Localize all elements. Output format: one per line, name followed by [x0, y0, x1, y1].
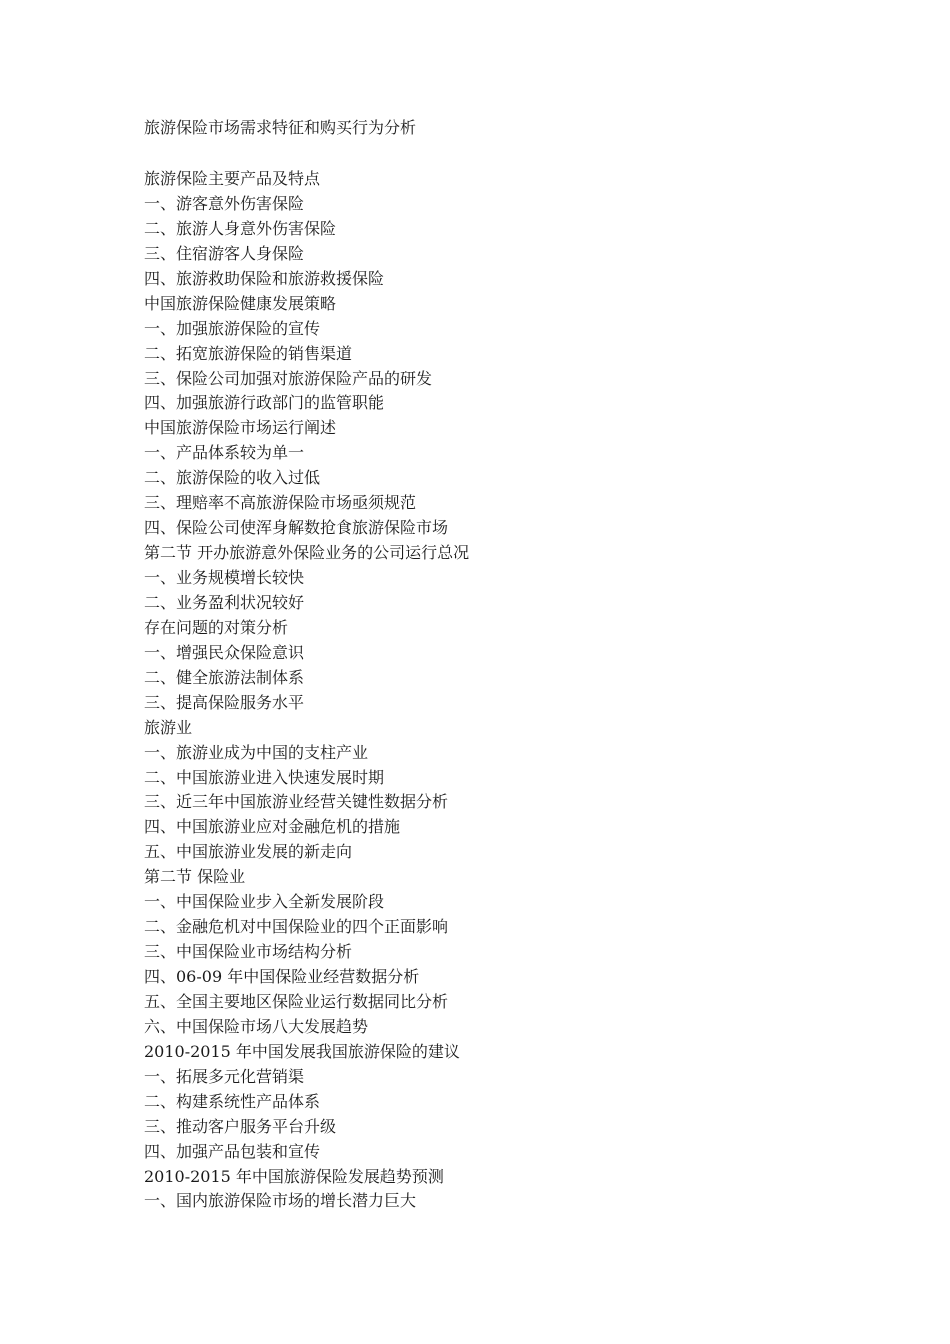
outline-line: 中国旅游保险健康发展策略 — [144, 293, 337, 313]
outline-line: 旅游保险主要产品及特点 — [144, 169, 321, 188]
document-title: 旅游保险市场需求特征和购买行为分析 — [144, 118, 417, 137]
outline-line: 三、中国保险业市场结构分析 — [144, 942, 353, 962]
outline-line: 一、旅游业成为中国的支柱产业 — [144, 742, 369, 762]
outline-list — [144, 167, 469, 1214]
outline-line: 一、加强旅游保险的宣传 — [144, 318, 321, 338]
outline-line: 第二节 开办旅游意外保险业务的公司运行总况 — [144, 543, 470, 563]
outline-line: 四、中国旅游业应对金融危机的措施 — [144, 817, 401, 837]
outline-line: 四、保险公司使浑身解数抢食旅游保险市场 — [144, 518, 449, 538]
outline-line: 四、加强产品包装和宣传 — [144, 1141, 321, 1161]
outline-line: 二、健全旅游法制体系 — [144, 667, 305, 687]
outline-line: 六、中国保险市场八大发展趋势 — [144, 1016, 369, 1036]
outline-line: 四、加强旅游行政部门的监管职能 — [144, 393, 385, 413]
outline-line: 四、06-09 年中国保险业经营数据分析 — [144, 967, 420, 986]
outline-line: 二、构建系统性产品体系 — [144, 1091, 321, 1111]
outline-line: 三、理赔率不高旅游保险市场亟须规范 — [144, 493, 417, 513]
outline-line: 二、业务盈利状况较好 — [144, 592, 305, 612]
outline-line: 一、拓展多元化营销渠 — [144, 1066, 305, 1086]
outline-line: 一、游客意外伤害保险 — [144, 193, 305, 213]
outline-line: 中国旅游保险市场运行阐述 — [144, 418, 337, 438]
outline-line: 第二节 保险业 — [144, 867, 246, 887]
outline-line: 三、保险公司加强对旅游保险产品的研发 — [144, 368, 433, 388]
outline-line: 二、中国旅游业进入快速发展时期 — [144, 767, 385, 787]
outline-line: 五、中国旅游业发展的新走向 — [144, 842, 353, 862]
outline-line: 二、金融危机对中国保险业的四个正面影响 — [144, 917, 449, 937]
outline-line: 二、旅游保险的收入过低 — [144, 468, 321, 488]
outline-line: 五、全国主要地区保险业运行数据同比分析 — [144, 991, 449, 1011]
outline-line: 四、旅游救助保险和旅游救援保险 — [144, 268, 385, 288]
outline-line: 旅游业 — [144, 717, 193, 737]
outline-line: 三、住宿游客人身保险 — [144, 243, 305, 263]
outline-line: 三、推动客户服务平台升级 — [144, 1116, 337, 1136]
outline-line: 二、拓宽旅游保险的销售渠道 — [144, 343, 353, 363]
outline-line: 三、近三年中国旅游业经营关键性数据分析 — [144, 792, 449, 812]
outline-line: 三、提高保险服务水平 — [144, 692, 305, 712]
outline-line: 2010-2015 年中国发展我国旅游保险的建议 — [144, 1041, 460, 1061]
outline-line: 存在问题的对策分析 — [144, 617, 289, 637]
outline-line: 二、旅游人身意外伤害保险 — [144, 218, 337, 238]
outline-line: 2010-2015 年中国旅游保险发展趋势预测 — [144, 1166, 444, 1186]
outline-line: 一、中国保险业步入全新发展阶段 — [144, 892, 385, 912]
outline-line: 一、产品体系较为单一 — [144, 443, 305, 463]
outline-line: 一、业务规模增长较快 — [144, 568, 305, 587]
outline-line: 一、国内旅游保险市场的增长潜力巨大 — [144, 1191, 417, 1211]
outline-line: 一、增强民众保险意识 — [144, 642, 305, 662]
